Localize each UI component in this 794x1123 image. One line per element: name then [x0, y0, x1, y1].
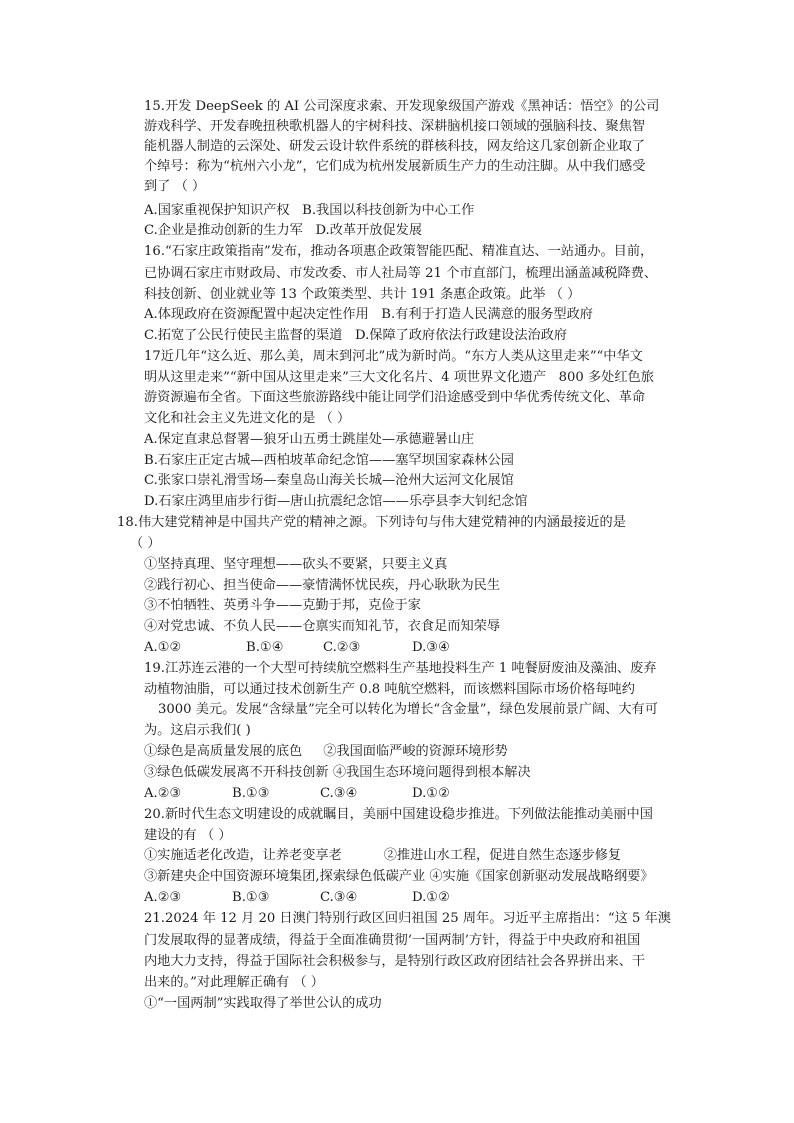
q19-stem-line-1: 19.江苏连云港的一个大型可持续航空燃料生产基地投料生产 1 吨餐厨废油及藻油、废弃 — [144, 661, 657, 676]
q20-option-d: D.①② — [412, 890, 450, 905]
q17-option-d: D.石家庄鸿里庙步行街—唐山抗震纪念馆——乐亭县李大钊纪念馆 — [144, 494, 528, 509]
q15-stem-line-3: 能机器人制造的云深处、研发云设计软件系统的群核科技，网友给这几家创新企业取了 — [144, 139, 646, 154]
q21-stem-line-1: 21.2024 年 12 月 20 日澳门特别行政区回归祖国 25 周年。习近平主席指出：“这 5 年澳 — [144, 911, 671, 926]
q18-item-1: ①坚持真理、坚守理想——砍头不要紧，只要主义真 — [144, 557, 448, 572]
q18-item-3: ③不怕牺牲、英勇斗争——克勤于邦，克俭于家 — [144, 598, 421, 613]
q19-option-d: D.①② — [412, 786, 450, 801]
q17-option-c: C.张家口崇礼滑雪场—秦皇岛山海关长城—沧州大运河文化展馆 — [144, 473, 514, 488]
q17-option-a: A.保定直隶总督署—狼牙山五勇士跳崖处—承德避暑山庄 — [144, 432, 475, 447]
q18-stem-line-2: （ ） — [130, 536, 161, 551]
q15-stem-line-1: 15.开发 DeepSeek 的 AI 公司深度求索、开发现象级国产游戏《黑神话：悟空》的公司 — [144, 99, 660, 114]
q20-stem-line-1: 20.新时代生态文明建设的成就瞩目，美丽中国建设稳步推进。下列做法能推动美丽中国 — [144, 807, 653, 822]
q15-options-ab: A.国家重视保护知识产权 B.我国以科技创新为中心工作 — [144, 203, 475, 218]
q17-stem-line-3: 游资源遍布全省。下面这些旅游路线中能让同学们沿途感受到中华优秀传统文化、革命 — [144, 390, 646, 405]
q17-stem-line-4: 文化和社会主义先进文化的是 （ ） — [144, 411, 351, 426]
q20-items-34: ③新建央企中国资源环境集团,探索绿色低碳产业 ④实施《国家创新驱动发展战略纲要》 — [144, 869, 654, 884]
q21-stem-line-4: 出来的。”对此理解正确有 （ ） — [144, 975, 324, 990]
q16-options-cd: C.拓宽了公民行使民主监督的渠道 D.保障了政府依法行政建设法治政府 — [144, 328, 568, 343]
q19-stem-line-3: 3000 美元。发展“含绿量”完全可以转化为增长“含金量”，绿色发展前景广阔、大有可 — [158, 702, 658, 717]
q16-options-ab: A.体现政府在资源配置中起决定性作用 B.有利于打造人民满意的服务型政府 — [144, 307, 593, 322]
q18-item-4: ④对党忠诚、不负人民——仓禀实而知礼节，衣食足而知荣辱 — [144, 619, 501, 634]
q15-stem-line-5: 到了 （ ） — [144, 179, 206, 194]
q16-stem-line-2: 已协调石家庄市财政局、市发改委、市人社局等 21 个市直部门，梳理出涵盖减税降费、 — [144, 266, 658, 281]
q20-stem-line-2: 建设的有 （ ） — [144, 828, 232, 843]
q20-option-a: A.②③ — [144, 890, 182, 905]
q18-item-2: ②践行初心、担当使命——豪情满怀忧民疾，丹心耿耿为民生 — [144, 578, 501, 593]
q20-items-12: ①实施适老化改造，让养老变享老 ②推进山水工程，促进自然生态逐步修复 — [144, 848, 622, 863]
q21-item-1: ①“一国两制”实践取得了举世公认的成功 — [144, 996, 382, 1011]
q17-option-b: B.石家庄正定古城—西柏坡革命纪念馆——塞罕坝国家森林公园 — [144, 453, 514, 468]
q16-stem-line-1: 16.“石家庄政策指南”发布，推动各项惠企政策智能匹配、精准直达、一站通办。目前， — [144, 244, 654, 259]
q18-option-d: D.③④ — [412, 640, 450, 655]
q18-option-c: C.②③ — [323, 640, 361, 655]
q16-stem-line-3: 科技创新、创业就业等 13 个政策类型、共计 191 条惠企政策。此举 （ ） — [144, 287, 581, 302]
q19-option-a: A.②③ — [144, 786, 182, 801]
q17-stem-line-2: 明从这里走来”“新中国从这里走来”三大文化名片、4 项世界文化遗产 800 多处红色旅 — [144, 370, 654, 385]
q20-option-b: B.①③ — [232, 890, 270, 905]
q20-option-c: C.③④ — [320, 890, 358, 905]
q17-stem-line-1: 17近几年“这么近、那么美，周末到河北”成为新时尚。“东方人类从这里走来”“中华文 — [144, 349, 643, 364]
q18-stem-line-1: 18.伟大建党精神是中国共产党的精神之源。下列诗句与伟大建党精神的内涵最接近的是 — [117, 515, 626, 530]
q15-options-cd: C.企业是推动创新的生力军 D.改革开放促发展 — [144, 223, 423, 238]
q19-items-34: ③绿色低碳发展离不开科技创新 ④我国生态环境问题得到根本解决 — [144, 765, 531, 780]
q15-stem-line-4: 个绰号：称为“杭州六小龙”，它们成为杭州发展新质生产力的生动注脚。从中我们感受 — [144, 159, 646, 174]
q15-stem-line-2: 游戏科学、开发春晚扭秧歌机器人的宇树科技、深耕脑机接口领域的强脑科技、聚焦智 — [144, 119, 646, 134]
q19-stem-line-4: 为。这启示我们( ) — [144, 723, 251, 738]
q21-stem-line-3: 内地大力支持，得益于国际社会积极参与，是特别行政区政府团结社会各界拼出来、干 — [144, 954, 646, 969]
q19-stem-line-2: 动植物油脂，可以通过技术创新生产 0.8 吨航空燃料，而该燃料国际市场价格每吨约 — [144, 682, 635, 697]
q18-option-b: B.①④ — [246, 640, 284, 655]
q19-option-c: C.③④ — [320, 786, 358, 801]
q19-items-12: ①绿色是高质量发展的底色 ②我国面临严峻的资源环境形势 — [144, 744, 508, 759]
q21-stem-line-2: 门发展取得的显著成绩，得益于全面准确贯彻‘一国两制’方针，得益于中央政府和祖国 — [144, 933, 641, 948]
q19-option-b: B.①③ — [232, 786, 270, 801]
q18-option-a: A.①② — [144, 640, 182, 655]
